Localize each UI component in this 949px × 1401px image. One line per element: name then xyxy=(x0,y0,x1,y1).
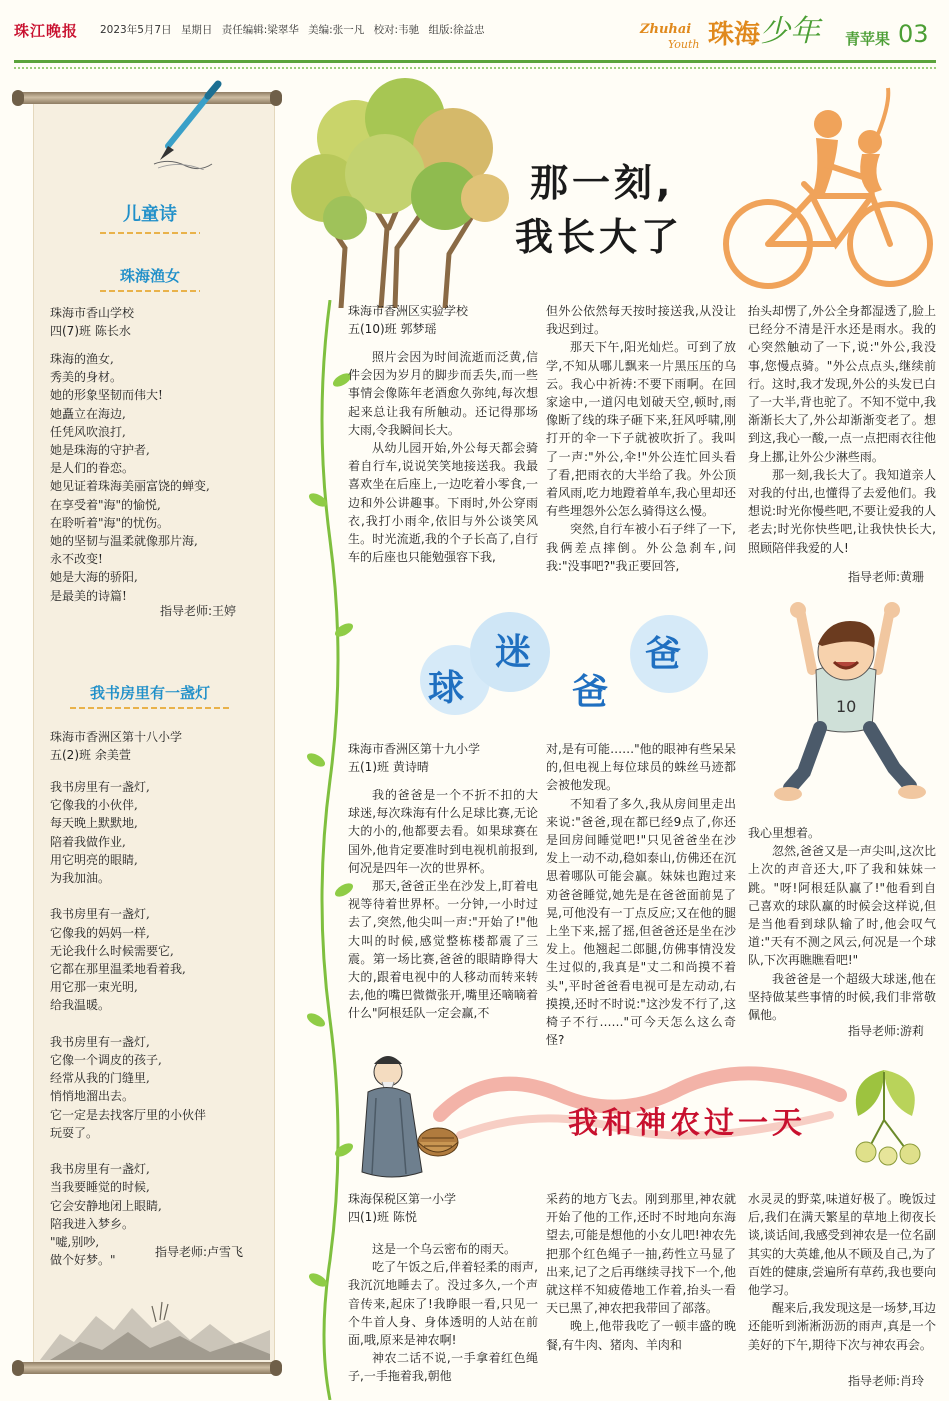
article1-byline xyxy=(348,302,538,338)
paragraph-continued: 抬头却愣了,外公全身都湿透了,脸上已经分不清是汗水还是雨水。我的心突然触动了一下,说:"外公,我没事,您慢点骑。"外公点点头,继续前行。这时,我才发现,外公的头发已白了一大半,背也驼了。不知不觉中,我渐渐长大了,外公却渐渐变老了。想到这,我心一酸,一点一点把雨衣往他身上挪,让外公少淋些雨。 xyxy=(748,304,936,464)
article2-school: 珠海市香洲区第十九小学 xyxy=(348,742,481,756)
paragraph: 突然,自行车被小石子绊了一下,我俩差点摔倒。外公急刹车,问我:"没事吧?"我正要回答, xyxy=(546,522,736,573)
edition-info xyxy=(100,22,491,37)
paragraph: 照片会因为时间流逝而泛黄,信件会因为岁月的脚步而丢失,而一些事情会像陈年老酒愈久弥纯,每次想起来总让我有所触动。还记得那场大雨,令我瞬间长大。 xyxy=(348,350,538,437)
poem-line: 她是珠海的守护者, xyxy=(50,443,150,458)
poem2-title: 我书房里有一盏灯 xyxy=(89,684,210,702)
poem-line: 她是大海的骄阳, xyxy=(50,570,138,585)
issue-weekday: 星期日 xyxy=(180,24,213,36)
poem-line: 她的形象坚韧而伟大! xyxy=(50,388,163,403)
article3-byline xyxy=(348,1190,538,1226)
paragraph: 吃了午饭之后,伴着轻柔的雨声,我沉沉地睡去了。没过多久,一个声音传来,起床了!我睁眼一看,只见一个牛首人身、身体透明的人站在前面,哦,原来是神农啊! xyxy=(348,1260,538,1348)
article3-class-author: 四(1)班 陈悦 xyxy=(348,1210,417,1224)
poem-line: 是人们的眷恋。 xyxy=(50,461,135,476)
poem-line: 无论我什么时候需要它, xyxy=(50,943,174,958)
poem1-class-author: 四(7)班 陈长水 xyxy=(50,324,131,338)
poem-line: 任凭风吹浪打, xyxy=(50,424,126,439)
poem-line: 它都在那里温柔地看着我, xyxy=(50,962,186,977)
poem-line: 当我要睡觉的时候, xyxy=(50,1180,150,1195)
poem1-teacher: 指导老师:王婷 xyxy=(160,604,237,618)
poem-line: 在聆听着"海"的忧伤。 xyxy=(50,515,170,530)
logo-en-youth: Youth xyxy=(668,38,700,51)
article2-column1 xyxy=(348,786,538,1023)
article1-teacher: 指导老师:黄珊 xyxy=(848,570,925,584)
article3-teacher: 指导老师:肖玲 xyxy=(848,1374,925,1388)
poem-line: 用它明亮的眼睛, xyxy=(50,852,138,867)
article2-title-char: 爸 xyxy=(645,634,682,675)
mountain-ink-painting xyxy=(40,1290,270,1360)
page-number: 03 xyxy=(898,20,929,48)
article1-title-line1: 那一刻, xyxy=(530,161,675,205)
scroll-roller-bottom xyxy=(14,1362,280,1374)
poems-heading: 儿童诗 xyxy=(123,204,177,225)
poem-line: 它像我的妈妈一样, xyxy=(50,925,150,940)
poem-line: 在享受着"海"的愉悦, xyxy=(50,497,161,512)
paragraph: 我的爸爸是一个不折不扣的大球迷,每次珠海有什么足球比赛,无论大的小的,他都要去看。如果球赛在国外,他肯定要准时到电视机前报到,何况是四年一次的世界杯。 xyxy=(348,788,538,875)
poem1-body xyxy=(50,350,260,605)
poem1-byline xyxy=(50,304,134,340)
poem-line: 是最美的诗篇! xyxy=(50,588,127,603)
article1-school: 珠海市香洲区实验学校 xyxy=(348,304,469,318)
poem-line: 陪着我做作业, xyxy=(50,834,126,849)
proof-credit: 校对:韦驰 xyxy=(373,24,420,36)
logo-cn-youth: 少年 xyxy=(760,14,820,49)
poem-line: 它像一个调皮的孩子, xyxy=(50,1053,162,1068)
svg-text:10: 10 xyxy=(836,697,857,716)
article1-column1 xyxy=(348,348,538,566)
poem2-school: 珠海市香洲区第十八小学 xyxy=(50,730,183,744)
article2-class-author: 五(1)班 黄诗晴 xyxy=(348,760,429,774)
poem-line: 我书房里有一盏灯, xyxy=(50,780,150,794)
sage-shennong-illustration xyxy=(352,1042,462,1182)
poem2-class-author: 五(2)班 余美萱 xyxy=(50,748,131,762)
poem-line: 它像我的小伙伴, xyxy=(50,798,138,813)
poem1-school: 珠海市香山学校 xyxy=(50,306,135,320)
layout-credit: 组版:徐益忠 xyxy=(428,24,485,36)
poem-line xyxy=(50,887,260,905)
poem-line: 我书房里有一盏灯, xyxy=(50,1162,150,1177)
art-credit: 美编:张一凡 xyxy=(308,24,365,36)
poem-line: 它一定是去找客厅里的小伙伴 xyxy=(50,1107,207,1122)
poem-line: 珠海的渔女, xyxy=(50,352,114,366)
poem-line: 给我温暖。 xyxy=(50,998,111,1013)
header-dotted-rule xyxy=(14,67,936,69)
poem-line: 我书房里有一盏灯, xyxy=(50,907,150,922)
article2-column2 xyxy=(546,740,736,1049)
article1-column2 xyxy=(546,302,736,575)
paragraph: 晚上,他带我吃了一顿丰盛的晚餐,有牛肉、猪肉、羊肉和 xyxy=(546,1319,736,1352)
poem-line: 陪我进入梦乡。 xyxy=(50,1216,135,1231)
logo-cn-zhuhai: 珠海 xyxy=(708,20,761,50)
bicycle-silhouette xyxy=(720,84,935,299)
paragraph-continued: 对,是有可能……"他的眼神有些呆呆的,但电视上每位球员的蛛丝马迹都会被他发现。 xyxy=(546,742,736,793)
article2-title-char: 迷 xyxy=(495,632,532,673)
article3-column1 xyxy=(348,1240,538,1386)
article2-title-char: 球 xyxy=(428,668,465,709)
article1-class-author: 五(10)班 郭梦瑶 xyxy=(348,322,437,336)
poem-line: 用它那一束光明, xyxy=(50,980,138,995)
poem-line: 为我加油。 xyxy=(50,871,111,886)
paragraph: 那天,爸爸正坐在沙发上,盯着电视等待着世界杯。一分钟,一小时过去了,突然,他尖叫一声:"开始了!"他大叫的时候,感觉整栋楼都震了三震。第一场比赛,爸爸的眼睛睁得大大的,跟着电视中的人移动而转来转去,他的嘴巴微微张开,嘴里还嘀嘀着什么"阿根廷队一定会赢,不 xyxy=(348,879,538,1021)
paragraph-continued: 采药的地方飞去。刚到那里,神农就开始了他的工作,还时不时地向东海望去,可能是想他的小女儿吧!神农先把那个红色绳子一抽,药性立马显了出来,记了之后再继续寻找下一个,他就这样不知疲倦地工作着,抬头一看天已黑了,神农把我带回了部落。 xyxy=(546,1192,736,1316)
section-name: 青苹果 xyxy=(845,30,891,48)
paragraph-continued: 水灵灵的野菜,味道好极了。晚饭过后,我们在满天繁星的草地上彻夜长谈,谈话间,我感受到神农是一位名副其实的大英雄,他从不顾及自己,为了百姓的健康,尝遍所有草药,我也要向他学习。 xyxy=(748,1192,936,1298)
logo-en-zhuhai: Zhuhai xyxy=(640,22,692,37)
poem-line xyxy=(50,1015,260,1033)
poem-line: 秀美的身材。 xyxy=(50,370,123,385)
poem2-byline xyxy=(50,728,182,764)
poem2-title-underline xyxy=(70,707,230,709)
header-rule xyxy=(14,60,936,63)
paragraph: 我爸爸是一个超级大球迷,他在坚持做某些事情的时候,我们非常敬佩他。 xyxy=(748,971,936,1023)
poem-line: 玩耍了。 xyxy=(50,1125,99,1140)
poem1-title-underline xyxy=(100,290,200,292)
poem-line: 永不改变! xyxy=(50,552,103,567)
tree-illustration xyxy=(285,78,515,308)
poem-line: 它会安静地闭上眼睛, xyxy=(50,1198,162,1213)
article2-teacher: 指导老师:游莉 xyxy=(848,1024,925,1038)
masthead: 珠江晚报 xyxy=(14,22,79,40)
poem-line: 我书房里有一盏灯, xyxy=(50,1034,150,1049)
heading-underline xyxy=(100,232,200,234)
article2-column3 xyxy=(748,824,936,1024)
poem-line: 她矗立在海边, xyxy=(50,406,126,421)
article3-school: 珠海保税区第一小学 xyxy=(348,1192,457,1206)
poem-line: 她见证着珠海美丽富饶的蝉变, xyxy=(50,479,210,494)
article1-column3 xyxy=(748,302,936,557)
article3-column3 xyxy=(748,1190,936,1354)
paragraph: 那一刻,我长大了。我知道亲人对我的付出,也懂得了去爱他们。我想说:时光你慢些吧,不要让爱我的人老去;时光你快些吧,让我快快长大,照顾陪伴我爱的人! xyxy=(748,467,936,555)
article3-title: 我和神农过一天 xyxy=(568,1106,806,1141)
article2-byline xyxy=(348,740,538,776)
poem-line: "嘘,别吵, xyxy=(50,1235,100,1250)
paragraph-continued: 我心里想着。 xyxy=(748,826,821,840)
poem-line: 做个好梦。" xyxy=(50,1253,116,1268)
article2-title-char: 爸 xyxy=(572,672,609,713)
article1-title-line2: 我长大了 xyxy=(515,215,684,259)
paragraph: 忽然,爸爸又是一声尖叫,这次比上次的声音还大,吓了我和妹妹一跳。"呀!阿根廷队赢了!"他看到自己喜欢的球队赢的时候会这样说,但是当他看到球队输了时,他会叹气道:"天有不测之风云,何况是一个球队,下次再瞧瞧看吧!" xyxy=(748,844,936,968)
ginkgo-illustration xyxy=(828,1060,938,1170)
paragraph: 不知看了多久,我从房间里走出来说:"爸爸,现在都已经9点了,你还是回房间睡觉吧!"只见爸爸坐在沙发上一动不动,稳如泰山,仿佛还在沉思着哪队可能会赢。妹妹也跑过来劝爸爸睡觉,她先是在爸爸面前晃了晃,可他没有一丁点反应;又在他的腿上坐下来,摇了摇,但爸爸还是坐在沙发上。他翘起二郎腿,仿佛事情没发生过似的,我真是"丈二和尚摸不着头",平时爸爸看电视可是左动动,右摸摸,还时不时说:"这沙发不行了,这椅子不行……"可今天怎么这么奇怪? xyxy=(546,796,736,1048)
issue-date: 2023年5月7日 xyxy=(100,24,172,36)
paragraph: 从幼儿园开始,外公每天都会骑着自行车,说说笑笑地接送我。我最喜欢坐在后座上,一边吃着小零食,一边和外公讲趣事。下雨时,外公穿雨衣,我打小雨伞,依旧与外公谈笑风生。时光流逝,我的个子长高了,自行车的后座也只能勉强容下我, xyxy=(348,441,538,565)
paragraph: 醒来后,我发现这是一场梦,耳边还能听到淅淅沥沥的雨声,真是一个美好的下午,期待下次与神农再会。 xyxy=(748,1301,936,1352)
poem-line: 悄悄地溜出去。 xyxy=(50,1089,135,1104)
poem-line: 她的坚韧与温柔就像那片海, xyxy=(50,534,198,549)
editor-credit: 责任编辑:梁翠华 xyxy=(221,24,299,36)
article3-column2 xyxy=(546,1190,736,1354)
scroll-roller-top xyxy=(14,92,280,104)
page-header xyxy=(0,0,949,60)
poem-line: 每天晚上默默地, xyxy=(50,816,138,831)
poem2-teacher: 指导老师:卢雪飞 xyxy=(155,1245,244,1259)
paragraph-continued: 但外公依然每天按时接送我,从没让我迟到过。 xyxy=(546,304,736,337)
paragraph: 神农二话不说,一手拿着红色绳子,一手拖着我,朝他 xyxy=(348,1351,538,1384)
poem2-body xyxy=(50,778,260,1269)
poem-line: 经常从我的门缝里, xyxy=(50,1071,150,1086)
boy-illustration xyxy=(760,600,930,810)
poem1-title: 珠海渔女 xyxy=(119,267,180,285)
brush-pen-icon xyxy=(150,80,230,170)
poem-line xyxy=(50,1142,260,1160)
paragraph: 这是一个乌云密布的雨天。 xyxy=(372,1242,517,1256)
paragraph: 那天下午,阳光灿烂。可到了放学,不知从哪儿飘来一片黑压压的乌云。我心中祈祷:不要下雨啊。在回家途中,一道闪电划破天空,顿时,雨像断了线的珠子砸下来,狂风呼啸,刚打开的伞一下子就被吹折了。我叫了一声:"外公,伞!"外公连忙回头看了看,把雨衣的大半给了我。外公顶着风雨,吃力地蹬着单车,我心里却还有些埋怨外公怎么骑得这么慢。 xyxy=(546,340,736,519)
